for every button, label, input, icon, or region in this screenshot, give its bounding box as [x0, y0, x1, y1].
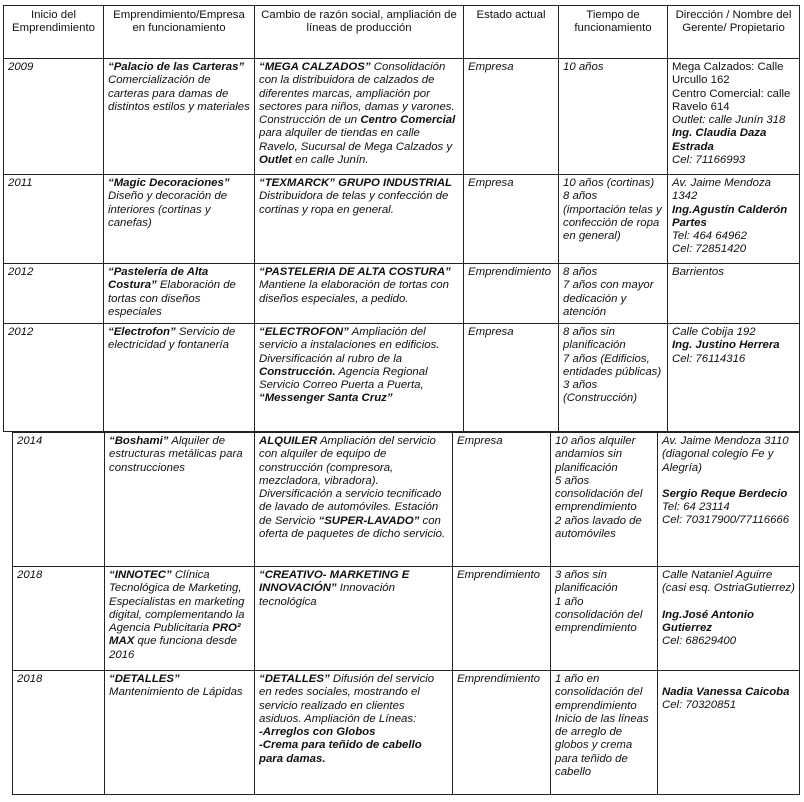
status-text: Emprendimiento — [468, 266, 551, 278]
enterprise-description: Elaboración de tortas con diseños especiales — [108, 279, 236, 318]
change-cell — [255, 175, 464, 264]
change-cell — [255, 324, 464, 432]
change-highlight: “SUPER-LAVADO” — [318, 514, 420, 527]
status-text: Empresa — [468, 61, 514, 73]
change-highlight: “DETALLES” — [259, 673, 330, 685]
change-highlight: “Messenger Santa Cruz” — [259, 392, 393, 405]
change-cell — [255, 671, 453, 795]
status-text: Emprendimiento — [457, 673, 540, 685]
status-text: Emprendimiento — [457, 569, 540, 581]
time-line: 7 años con mayor dedicación y atención — [563, 279, 654, 318]
status-cell — [464, 324, 559, 432]
enterprise-description: Servicio de electricidad y fontanería — [108, 326, 236, 352]
time-line: 5 años consolidación del emprendimiento — [555, 474, 643, 514]
address-line: Cel: 72851420 — [672, 243, 747, 256]
address-line: Av. Jaime Mendoza 3110 (diagonal colegio Fe y Alegría) — [662, 435, 789, 474]
change-text: Consolidación con la distribuidora de calzados de diferentes marcas, ampliación por sectores para niños, damas y varones. Construcción de un — [259, 61, 455, 127]
header-row — [4, 6, 800, 59]
agency-name: PRO² MAX — [109, 622, 241, 648]
status-text: Empresa — [457, 435, 503, 447]
table-row — [4, 59, 800, 175]
enterprise-description: Mantenimiento de Lápidas — [109, 686, 243, 699]
change-text: Ampliación del servicio a instalaciones en edificios. Diversificación al rubro de la — [259, 326, 440, 365]
table-row — [4, 324, 800, 432]
status-text: Empresa — [468, 177, 514, 189]
time-cell — [551, 671, 658, 795]
address-cell — [668, 59, 800, 175]
change-cell — [255, 567, 453, 671]
start-year: 2009 — [8, 61, 34, 73]
header-time: Tiempo de funcionamiento — [559, 6, 668, 59]
address-line: Mega Calzados: Calle Urcullo 162 — [672, 61, 784, 87]
address-line: Centro Comercial: calle Ravelo 614 — [672, 87, 791, 113]
enterprise-table-part-1 — [3, 5, 800, 432]
time-line: 3 años (Construcción) — [563, 379, 638, 405]
enterprise-cell — [104, 59, 255, 175]
change-highlight: Outlet — [259, 154, 292, 167]
enterprise-cell — [104, 264, 255, 324]
time-line: 10 años (cortinas) — [563, 177, 655, 189]
change-text: con oferta de paquetes de dicho servicio. — [259, 514, 446, 541]
time-cell — [551, 567, 658, 671]
enterprise-name: “Electrofon” — [108, 326, 176, 338]
start-year-cell — [13, 433, 105, 567]
start-year-cell — [4, 264, 104, 324]
change-highlight: “TEXMARCK” GRUPO INDUSTRIAL — [259, 177, 453, 189]
spacer — [662, 673, 795, 686]
header-start-year: Inicio del Emprendimiento — [4, 6, 104, 59]
manager-name: Nadia Vanessa Caicoba — [662, 686, 790, 698]
table-row — [4, 264, 800, 324]
header-change: Cambio de razón social, ampliación de líneas de producción — [255, 6, 464, 59]
change-cell — [255, 433, 453, 567]
spacer — [662, 475, 795, 488]
address-line: Tel: 464 64962 — [672, 230, 747, 243]
start-year-cell — [4, 324, 104, 432]
change-cell — [255, 264, 464, 324]
enterprise-description: Alquiler de estructuras metálicas para construcciones — [109, 435, 243, 474]
address-line: Cel: 71166993 — [672, 154, 746, 167]
enterprise-cell — [104, 324, 255, 432]
manager-name: Ing. Justino Herrera — [672, 339, 780, 352]
change-text: en calle Junín. — [291, 154, 369, 167]
table-row — [13, 567, 800, 671]
address-cell — [658, 567, 800, 671]
start-year-cell — [13, 567, 105, 671]
time-cell — [551, 433, 658, 567]
address-line: Cel: 76114316 — [672, 352, 746, 365]
spacer — [662, 596, 795, 609]
time-line: 3 años sin planificación — [555, 569, 618, 595]
change-highlight: “ELECTROFON” — [259, 326, 349, 338]
status-cell — [464, 175, 559, 264]
manager-name: Ing. Claudia Daza Estrada — [672, 127, 767, 153]
enterprise-cell — [105, 433, 255, 567]
header-status: Estado actual — [464, 6, 559, 59]
time-cell — [559, 175, 668, 264]
time-line: 10 años — [563, 61, 604, 73]
status-text: Empresa — [468, 326, 514, 338]
change-text: Innovación tecnológica — [259, 582, 395, 608]
time-line: 10 años alquiler andamios sin planificación — [555, 435, 636, 474]
change-highlight: -Arreglos con Globos — [259, 726, 376, 739]
status-cell — [453, 671, 551, 795]
status-cell — [464, 264, 559, 324]
enterprise-name: “INNOTEC” — [109, 569, 172, 581]
address-cell — [668, 324, 800, 432]
time-line: 8 años (importación telas y confección de ropa en general) — [563, 190, 662, 243]
time-line: 2 años lavado de automóviles — [555, 514, 642, 541]
table-row — [13, 433, 800, 567]
manager-name: Ing.José Antonio Gutierrez — [662, 608, 754, 634]
change-highlight: “CREATIVO- MARKETING E INNOVACIÓN” — [259, 569, 410, 595]
enterprise-cell — [104, 175, 255, 264]
time-line: 8 años — [563, 266, 598, 278]
manager-name: Sergio Reque Berdecio — [662, 487, 788, 500]
enterprise-description-tail: que funciona desde 2016 — [109, 635, 237, 661]
change-highlight: ALQUILER — [259, 435, 318, 447]
start-year: 2018 — [17, 673, 43, 685]
enterprise-table-part-2 — [12, 432, 800, 795]
change-highlight: Construcción. — [259, 365, 336, 378]
address-cell — [668, 264, 800, 324]
change-text: Mantiene la elaboración de tortas con diseños especiales, a pedido. — [259, 279, 449, 305]
enterprise-description: Diseño y decoración de interiores (cortinas y canefas) — [108, 190, 228, 229]
address-line: Outlet: calle Junín 318 — [672, 114, 786, 127]
address-line: Tel: 64 23114 — [662, 501, 730, 514]
enterprise-name: “Palacio de las Carteras” — [108, 61, 245, 73]
start-year: 2014 — [17, 435, 43, 447]
start-year: 2018 — [17, 569, 43, 581]
address-line: Cel: 70320851 — [662, 699, 737, 712]
status-cell — [453, 567, 551, 671]
start-year-cell — [13, 671, 105, 795]
enterprise-description: Comercialización de carteras para damas de distintos estilos y materiales — [108, 74, 250, 113]
time-line: 1 año consolidación del emprendimiento — [555, 595, 643, 635]
start-year: 2011 — [8, 177, 33, 189]
status-cell — [464, 59, 559, 175]
status-cell — [453, 433, 551, 567]
change-cell — [255, 59, 464, 175]
time-line: 8 años sin planificación — [563, 326, 626, 352]
change-text: Difusión del servicio en redes sociales, mostrando el servicio realizado en clientes asiduos. Ampliación de Líneas: — [259, 673, 435, 725]
enterprise-description: Clínica Tecnológica de Marketing, Especialistas en marketing digital, complementando la Agencia Publicitaria — [109, 569, 245, 635]
address-line: Calle Nataniel Aguirre (casi esq. OstriaGutierrez) — [662, 569, 795, 595]
time-cell — [559, 59, 668, 175]
start-year: 2012 — [8, 266, 34, 278]
change-text: Distribuidora de telas y confección de cortinas y ropa en general. — [259, 190, 449, 216]
manager-name: Ing.Agustín Calderón Partes — [672, 203, 788, 229]
time-cell — [559, 324, 668, 432]
change-text: para alquiler de tiendas en calle Ravelo, Sucursal de Mega Calzados y — [259, 127, 453, 153]
address-line: Barrientos — [672, 266, 724, 278]
address-cell — [658, 433, 800, 567]
change-highlight: “PASTELERIA DE ALTA COSTURA” — [259, 266, 451, 278]
address-cell — [658, 671, 800, 795]
enterprise-cell — [105, 671, 255, 795]
change-highlight: Centro Comercial — [360, 114, 456, 127]
address-line: Cel: 68629400 — [662, 635, 737, 648]
start-year-cell — [4, 175, 104, 264]
table-row — [13, 671, 800, 795]
start-year-cell — [4, 59, 104, 175]
header-address: Dirección / Nombre del Gerente/ Propietario — [668, 6, 800, 59]
header-enterprise: Emprendimiento/Empresa en funcionamiento — [104, 6, 255, 59]
enterprise-cell — [105, 567, 255, 671]
change-highlight: “MEGA CALZADOS” — [259, 61, 371, 73]
time-line: 7 años (Edificios, entidades públicas) — [563, 352, 662, 378]
address-line: Av. Jaime Mendoza 1342 — [672, 177, 771, 203]
address-line: Calle Cobija 192 — [672, 326, 756, 338]
time-cell — [559, 264, 668, 324]
change-text: Agencia Regional Servicio Correo Puerta a Puerta, — [259, 365, 428, 392]
change-text: Ampliación del servicio con alquiler de equipo de construcción (compresora, mezcladora, vibradora). Diversificación a servicio tecnificado de lavado de automóviles. Estación de Servicio — [259, 435, 442, 527]
address-cell — [668, 175, 800, 264]
start-year: 2012 — [8, 326, 34, 338]
enterprise-name: “Pastelería de Alta Costura” — [108, 266, 209, 292]
change-highlight: -Crema para teñido de cabello para damas. — [259, 739, 422, 765]
time-line: 1 año en consolidación del emprendimiento Inicio de las líneas de arreglo de globos y crema para teñido de cabello — [555, 673, 649, 779]
enterprise-name: “Magic Decoraciones” — [108, 177, 230, 189]
enterprise-name: “DETALLES” — [109, 673, 180, 685]
address-line: Cel: 70317900/77116666 — [662, 514, 790, 527]
table-row — [4, 175, 800, 264]
enterprise-name: “Boshami” — [109, 435, 169, 447]
